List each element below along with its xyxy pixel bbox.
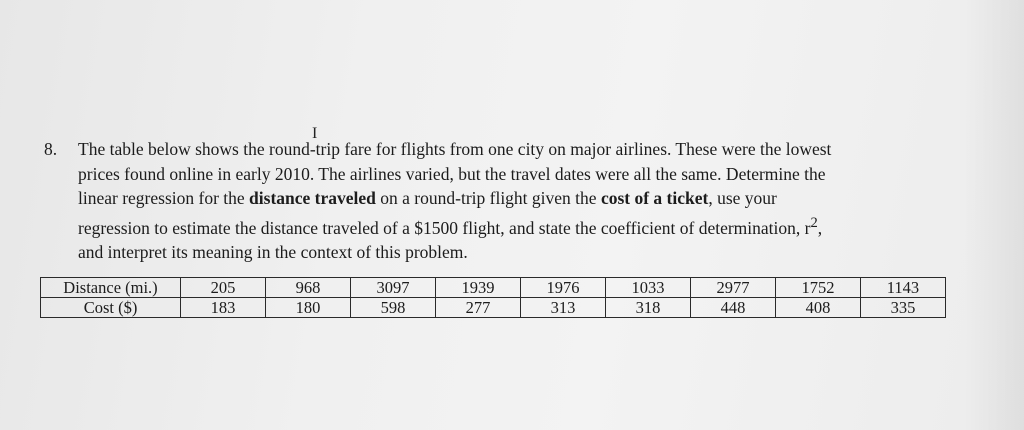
table-cell: 1752 [776, 278, 861, 298]
line4-text: regression to estimate the distance traveled of a $1500 flight, and state the coefficient of determination, r [78, 217, 811, 238]
table-cell: 1143 [861, 278, 946, 298]
table-cell: 3097 [351, 278, 436, 298]
problem-line-2: prices found online in early 2010. The airlines varied, but the travel dates were all the same. Determine the [78, 163, 826, 184]
text-cursor-icon: I [312, 125, 318, 142]
distance-cost-table [40, 277, 946, 318]
table-cell: 2977 [691, 278, 776, 298]
line4-end: , [817, 217, 823, 238]
table-cell: 180 [266, 298, 351, 318]
row-label-cost: Cost ($) [41, 298, 181, 318]
page-edge-shadow [964, 0, 1024, 430]
problem-number: 8. [44, 139, 58, 159]
table-cell: 968 [266, 278, 351, 298]
table-cell: 205 [181, 278, 266, 298]
table-row-cost [41, 298, 946, 318]
line3-pre: linear regression for the [78, 188, 250, 208]
problem-text [78, 137, 964, 264]
table-cell: 448 [691, 298, 776, 318]
table-cell: 313 [521, 298, 606, 318]
table-cell: 1939 [436, 278, 521, 298]
problem-line-1: The table below shows the round-trip fare for flights from one city on major airlines. These were the lowest [78, 139, 832, 159]
problem-line-3 [78, 186, 964, 211]
table-cell: 1033 [606, 278, 691, 298]
line3-bold-cost: cost of a ticket [600, 188, 709, 208]
table-cell: 408 [776, 298, 861, 318]
table-cell: 598 [351, 298, 436, 318]
row-label-distance: Distance (mi.) [41, 278, 181, 298]
line4-superscript: 2 [810, 214, 818, 231]
table-cell: 318 [606, 298, 691, 318]
problem-line-4 [78, 211, 964, 240]
table-row-distance [41, 278, 946, 298]
table-cell: 1976 [521, 278, 606, 298]
line3-bold-distance: distance traveled [249, 188, 376, 208]
line3-mid: on a round-trip flight given the [375, 188, 601, 208]
table-cell: 335 [861, 298, 946, 318]
problem-8 [44, 137, 964, 264]
table-cell: 277 [436, 298, 521, 318]
problem-line-5: and interpret its meaning in the context of this problem. [78, 241, 468, 262]
line3-post: , use your [708, 188, 777, 208]
table-cell: 183 [181, 298, 266, 318]
